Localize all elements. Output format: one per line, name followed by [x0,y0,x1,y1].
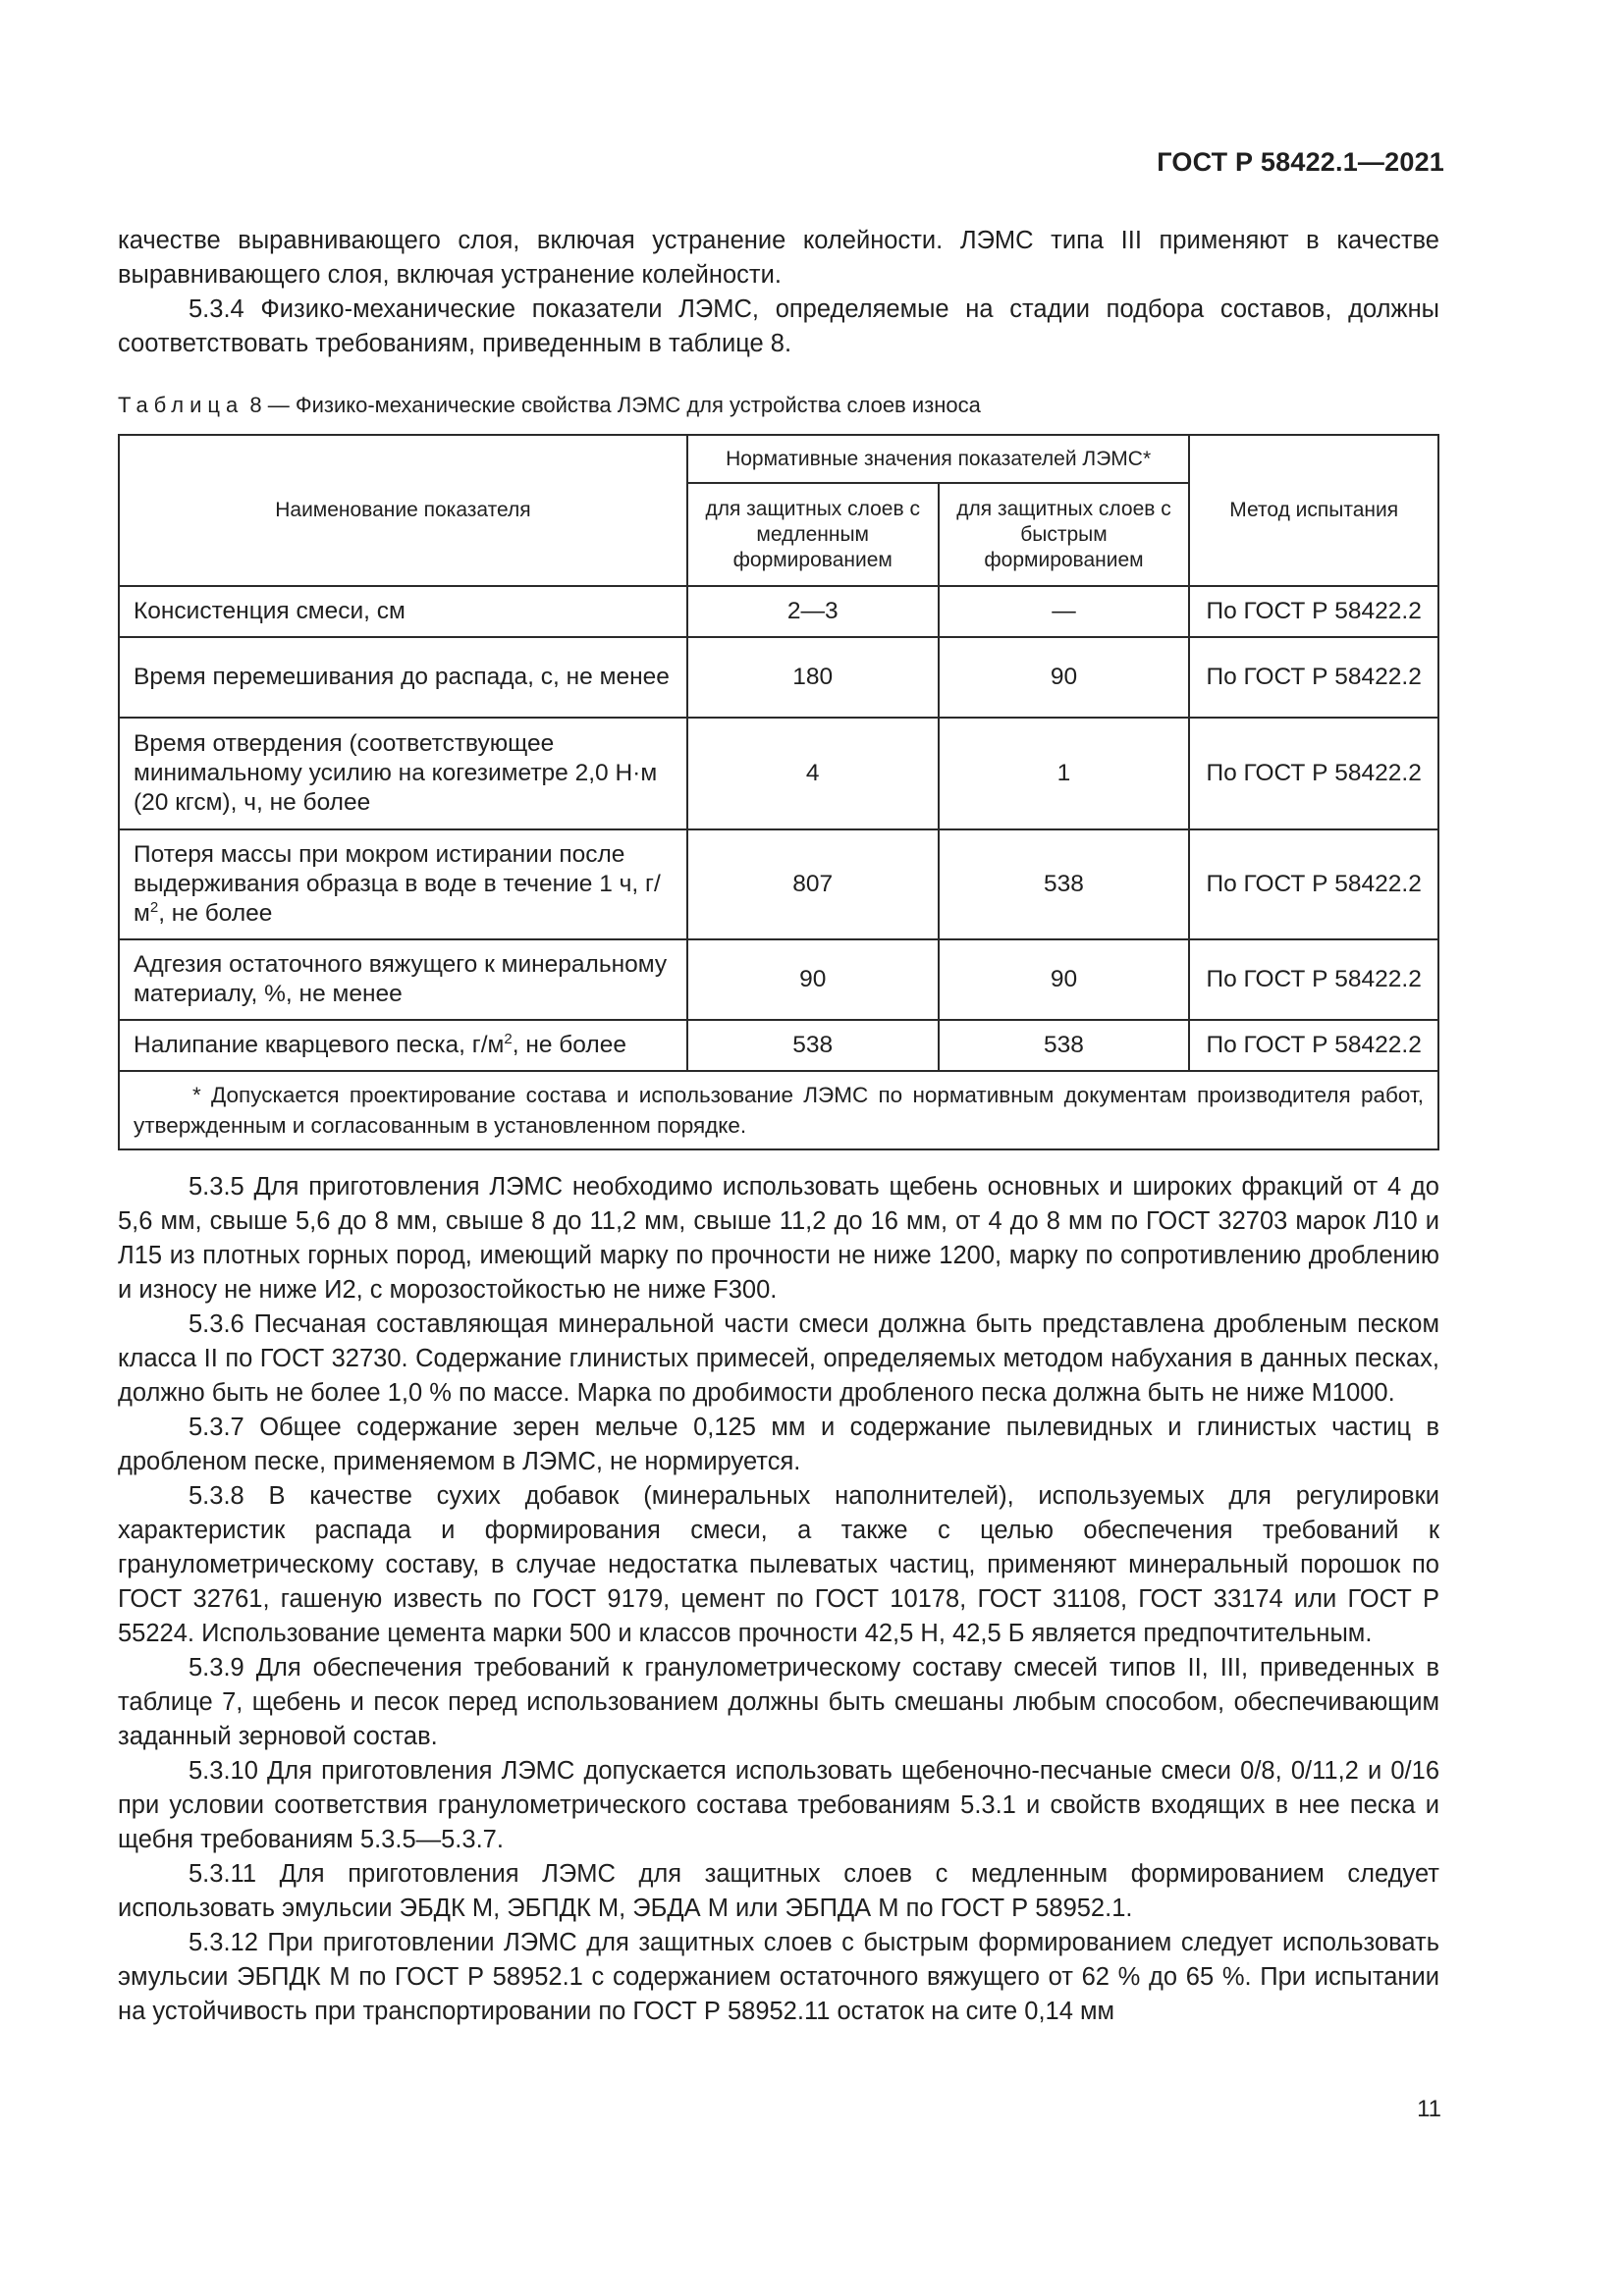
paragraph-5-3-12: 5.3.12 При приготовлении ЛЭМС для защитных слоев с быстрым формированием следует использовать эмульсии ЭБПДК М по ГОСТ Р 58952.1 с содержанием остаточного вяжущего от 62 % до 65 %. При испытании на устойчивость при транспортировании по ГОСТ Р 58952.11 остаток на сите 0,14 мм [118,1929,1439,2025]
main-text-block [118,1170,1439,2029]
paragraph-5-3-10: 5.3.10 Для приготовления ЛЭМС допускается использовать щебеночно-песчаные смеси 0/8, 0/11,2 и 0/16 при условии соответствия гранулометрического состава требованиям 5.3.1 и свойств входящих в нее песка и щебня требованиям 5.3.5—5.3.7. [118,1757,1439,1853]
row-method: По ГОСТ Р 58422.2 [1189,939,1438,1020]
row-slow: 2—3 [687,586,939,637]
paragraph-5-3-4: 5.3.4 Физико-механические показатели ЛЭМС, определяемые на стадии подбора составов, должны соответствовать требованиям, приведенным в таблице 8. [118,295,1439,357]
unit-superscript: 2 [149,898,159,916]
row-method: По ГОСТ Р 58422.2 [1189,829,1438,939]
row-method: По ГОСТ Р 58422.2 [1189,1020,1438,1071]
row-fast: 538 [939,829,1190,939]
row-name-part: , не более [512,1032,626,1058]
table-row [119,637,1438,718]
row-name [119,829,687,939]
paragraph-5-3-11: 5.3.11 Для приготовления ЛЭМС для защитных слоев с медленным формированием следует использовать эмульсии ЭБДК М, ЭБПДК М, ЭБДА М или ЭБПДА М по ГОСТ Р 58952.1. [118,1860,1439,1922]
row-name-part: Налипание кварцевого песка, г/м [134,1032,505,1058]
row-slow: 180 [687,637,939,718]
table-row [119,939,1438,1020]
row-name-part: Потеря массы при мокром истирании после выдерживания образца в воде в течение 1 ч, г/м [134,841,661,927]
paragraph-5-3-5: 5.3.5 Для приготовления ЛЭМС необходимо использовать щебень основных и широких фракций от 4 до 5,6 мм, свыше 5,6 до 8 мм, свыше 8 до 11,2 мм, свыше 11,2 до 16 мм, от 4 до 8 мм по ГОСТ 32703 марок Л10 и Л15 из плотных горных пород, имеющий марку по прочности не ниже 1200, марку по сопротивлению дроблению и износу не ниже И2, с морозостойкостью не ниже F300. [118,1173,1439,1304]
unit-superscript: 2 [504,1030,513,1047]
page-number: 11 [1417,2096,1441,2122]
table-row [119,1020,1438,1071]
row-slow: 807 [687,829,939,939]
paragraph-5-3-7: 5.3.7 Общее содержание зерен мельче 0,125 мм и содержание пылевидных и глинистых частиц в дробленом песке, применяемом в ЛЭМС, не нормируется. [118,1414,1439,1475]
row-method: По ГОСТ Р 58422.2 [1189,718,1438,829]
row-method: По ГОСТ Р 58422.2 [1189,637,1438,718]
header-name: Наименование показателя [119,435,687,586]
row-name: Консистенция смеси, см [119,586,687,637]
row-method: По ГОСТ Р 58422.2 [1189,586,1438,637]
row-fast: 90 [939,637,1190,718]
row-name: Время перемешивания до распада, с, не менее [119,637,687,718]
table-caption-text: 8 — Физико-механические свойства ЛЭМС для устройства слоев износа [249,393,981,417]
header-fast: для защитных слоев с быстрым формированием [939,483,1190,586]
row-name [119,1020,687,1071]
paragraph-5-3-6: 5.3.6 Песчаная составляющая минеральной части смеси должна быть представлена дробленым песком класса II по ГОСТ 32730. Содержание глинистых примесей, определяемых методом набухания в данных песках, должно быть не более 1,0 % по массе. Марка по дробимости дробленого песка должна быть не ниже М1000. [118,1310,1439,1407]
row-name: Время отвердения (соответствующее минимальному усилию на когезиметре 2,0 Н·м (20 кгсм), ч, не более [119,718,687,829]
footnote-text: * Допускается проектирование состава и использование ЛЭМС по нормативным документам производителя работ, утвержденным и согласованным в установленном порядке. [134,1083,1424,1138]
row-fast: 1 [939,718,1190,829]
table-row [119,586,1438,637]
table-row [119,829,1438,939]
paragraph-5-3-9: 5.3.9 Для обеспечения требований к гранулометрическому составу смесей типов II, III, приведенных в таблице 7, щебень и песок перед использованием должны быть смешаны любым способом, обеспечивающим заданный зерновой состав. [118,1654,1439,1750]
row-slow: 90 [687,939,939,1020]
paragraph-5-3-8: 5.3.8 В качестве сухих добавок (минеральных наполнителей), используемых для регулировки характеристик распада и формирования смеси, а также с целью обеспечения требований к гранулометрическому составу, в случае недостатка пылеватых частиц, применяют минеральный порошок по ГОСТ 32761, гашеную известь по ГОСТ 9179, цемент по ГОСТ 10178, ГОСТ 31108, ГОСТ 33174 или ГОСТ Р 55224. Использование цемента марки 500 и классов прочности 42,5 Н, 42,5 Б является предпочтительным. [118,1482,1439,1647]
intro-block [118,224,1439,361]
row-name: Адгезия остаточного вяжущего к минеральному материалу, %, не менее [119,939,687,1020]
intro-paragraph-1: качестве выравнивающего слоя, включая устранение колейности. ЛЭМС типа III применяют в качестве выравнивающего слоя, включая устранение колейности. [118,227,1439,289]
header-normative: Нормативные значения показателей ЛЭМС* [687,435,1190,483]
table-row [119,718,1438,829]
table-caption [118,393,981,418]
header-slow: для защитных слоев с медленным формированием [687,483,939,586]
table-caption-label: Таблица [118,393,244,417]
row-slow: 4 [687,718,939,829]
row-fast: — [939,586,1190,637]
row-slow: 538 [687,1020,939,1071]
table-8 [118,434,1439,1150]
row-name-part: , не более [158,900,273,927]
header-method: Метод испытания [1189,435,1438,586]
document-header: ГОСТ Р 58422.1—2021 [1157,147,1444,177]
row-fast: 538 [939,1020,1190,1071]
row-fast: 90 [939,939,1190,1020]
table-footnote [119,1071,1438,1149]
